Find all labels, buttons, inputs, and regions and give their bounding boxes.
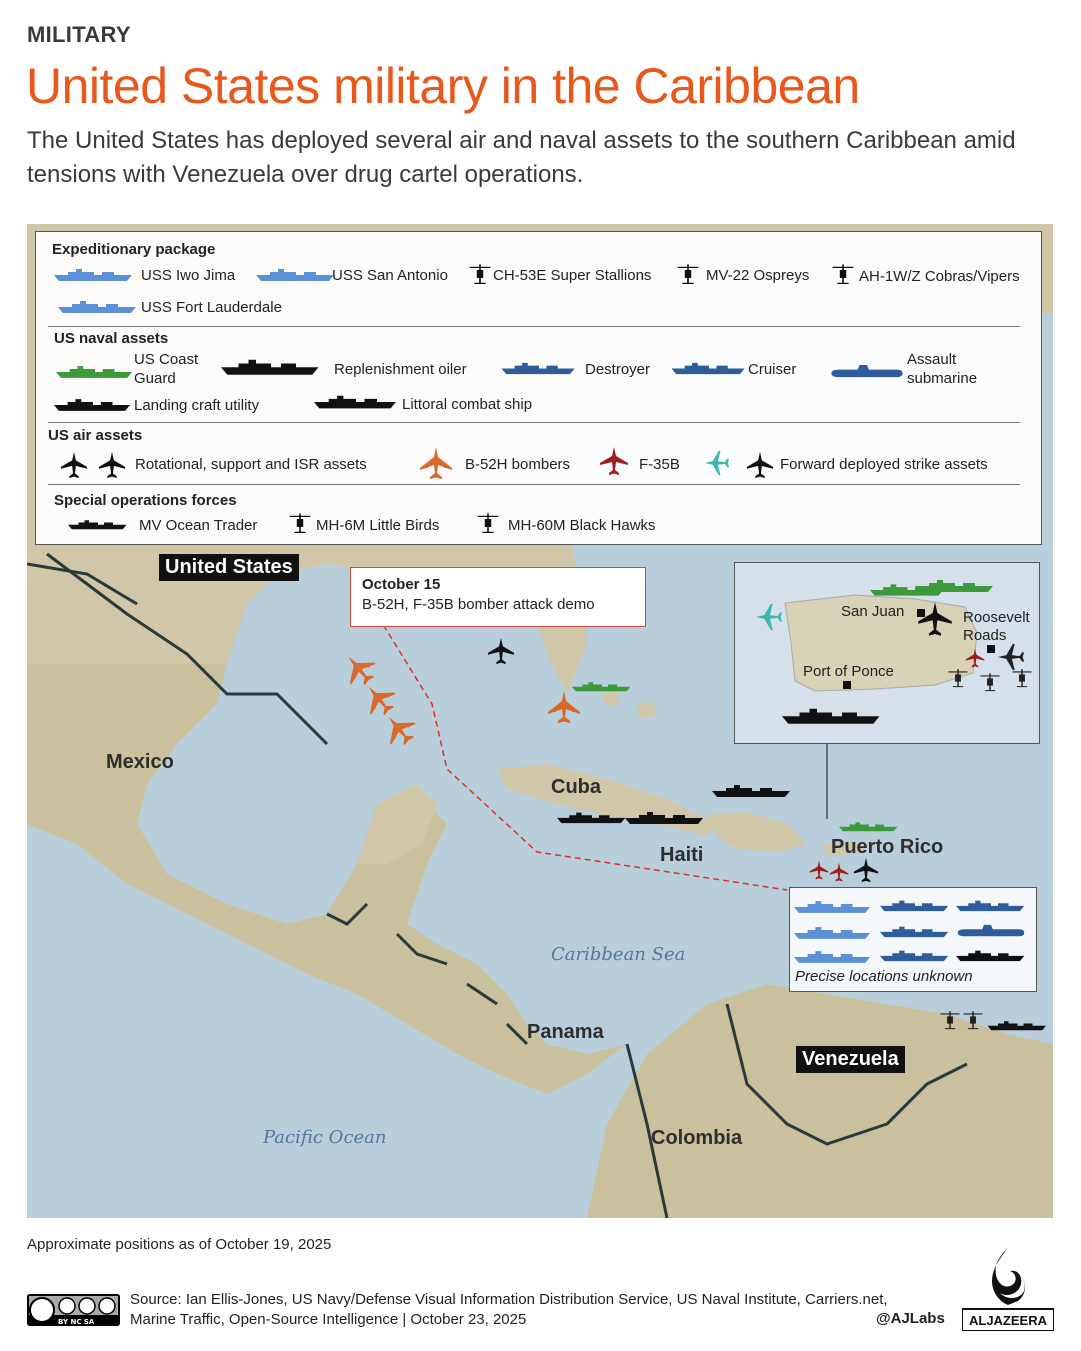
legend-uss-iwo-jima: USS Iwo Jima <box>141 267 236 284</box>
label-venezuela: Venezuela <box>796 1046 905 1073</box>
inset-map <box>735 563 1041 745</box>
legend-mv22: MV-22 Ospreys <box>706 267 810 284</box>
unknown-locations-box <box>789 887 1037 992</box>
page-title: United States military in the Caribbean <box>26 58 860 114</box>
legend-rotational-assets: Rotational, support and ISR assets <box>135 456 367 473</box>
legend-ah1: AH-1W/Z Cobras/Vipers <box>859 268 1020 285</box>
legend-divider <box>48 326 1020 327</box>
callout-title: October 15 <box>362 576 441 593</box>
callout-oct-15 <box>350 567 646 627</box>
legend-heading-special: Special operations forces <box>54 492 237 509</box>
legend-mh6m: MH-6M Little Birds <box>316 517 440 534</box>
label-panama: Panama <box>527 1021 604 1043</box>
label-colombia: Colombia <box>651 1127 743 1149</box>
label-haiti: Haiti <box>660 844 704 866</box>
label-united-states: United States <box>159 554 299 581</box>
page-subtitle: The United States has deployed several air and naval assets to the southern Caribbean amid tensions with Venezuela over drug cartel operations. <box>27 127 1016 188</box>
legend-cruiser: Cruiser <box>748 361 797 378</box>
legend-uss-fort-lauderdale: USS Fort Lauderdale <box>141 299 282 316</box>
label-cuba: Cuba <box>551 776 601 798</box>
legend-forward-strike: Forward deployed strike assets <box>780 456 988 473</box>
label-caribbean-sea: Caribbean Sea <box>551 944 686 965</box>
legend-assault-submarine: Assault submarine <box>907 351 978 387</box>
positions-footnote: Approximate positions as of October 19, 2025 <box>27 1236 332 1253</box>
legend-b52h: B-52H bombers <box>465 456 571 473</box>
legend-mv-ocean-trader: MV Ocean Trader <box>139 517 258 534</box>
callout-body: B-52H, F-35B bomber attack demo <box>362 596 595 613</box>
label-mexico: Mexico <box>106 751 174 773</box>
legend-uss-san-antonio: USS San Antonio <box>332 267 448 284</box>
kicker: MILITARY <box>27 22 131 47</box>
legend-f35b: F-35B <box>639 456 680 473</box>
legend-destroyer: Destroyer <box>585 361 651 378</box>
legend <box>35 231 1042 545</box>
legend-ch53e: CH-53E Super Stallions <box>493 267 652 284</box>
label-san-juan: San Juan <box>841 603 905 620</box>
label-pacific-ocean: Pacific Ocean <box>263 1127 387 1148</box>
legend-landing-craft: Landing craft utility <box>134 397 260 414</box>
legend-coast-guard: US Coast Guard <box>134 351 199 387</box>
cc-license-terms: BY NC SA <box>58 1318 95 1326</box>
legend-mh60m: MH-60M Black Hawks <box>508 517 656 534</box>
puerto-rico-inset <box>734 562 1040 744</box>
cc-license-icon <box>27 1294 120 1326</box>
aljazeera-logo <box>962 1243 1054 1331</box>
legend-littoral-combat-ship: Littoral combat ship <box>402 396 533 413</box>
legend-divider <box>48 422 1020 423</box>
legend-heading-air: US air assets <box>48 427 143 444</box>
label-port-of-ponce: Port of Ponce <box>803 663 894 680</box>
label-puerto-rico: Puerto Rico <box>831 836 944 858</box>
legend-replenishment-oiler: Replenishment oiler <box>334 361 467 378</box>
legend-divider <box>48 484 1020 485</box>
ajlabs-handle: @AJLabs <box>876 1310 945 1327</box>
unknown-locations-label: Precise locations unknown <box>795 968 973 985</box>
legend-heading-naval: US naval assets <box>54 330 169 347</box>
aljazeera-wordmark: ALJAZEERA <box>968 1313 1048 1328</box>
legend-heading-expeditionary: Expeditionary package <box>52 241 216 258</box>
source-text: Source: Ian Ellis-Jones, US Navy/Defense Visual Information Distribution Service, US Naval Institute, Carriers.net, Marine Traffic, Open-Source Intelligence | October 23, 2025 <box>130 1291 888 1328</box>
label-roosevelt-roads: Roosevelt Roads <box>963 609 1030 644</box>
